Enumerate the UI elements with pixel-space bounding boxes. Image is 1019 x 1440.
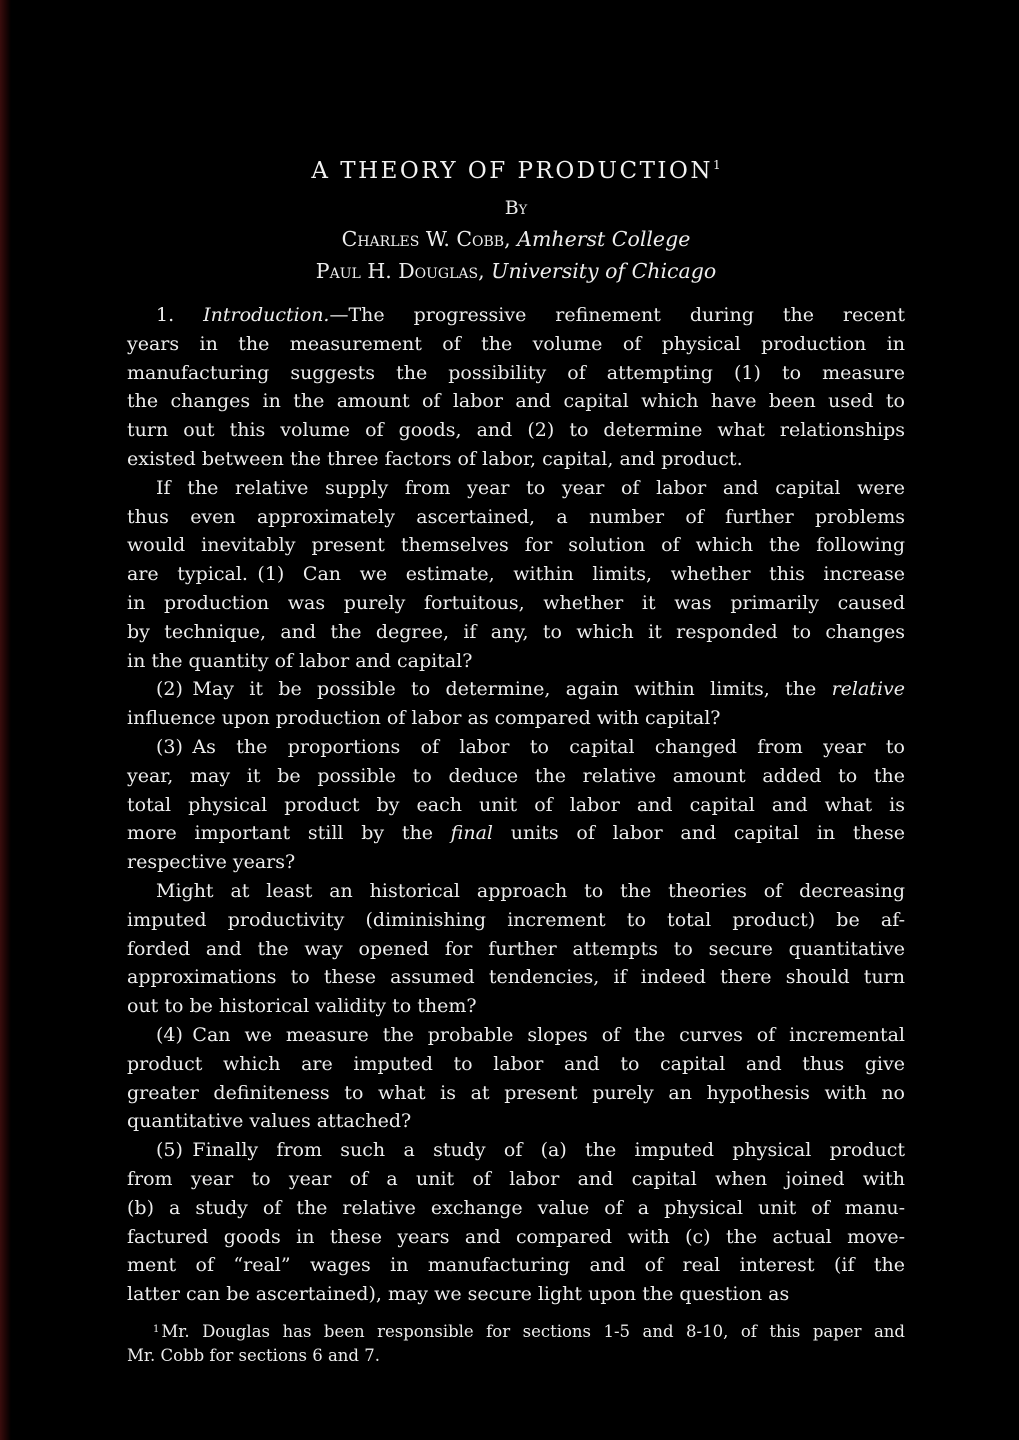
text-segment: (b) a study of the relative exchange value of a physical unit of manu- [127,1196,905,1219]
text-segment: greater definiteness to what is at present purely an hypothesis with no [127,1081,905,1104]
text-segment: manufacturing suggests the possibility of attempting (1) to measure [127,361,905,384]
footnote-line-text: Mr. Douglas has been responsible for sections 1-5 and 8-10, of this paper and [161,1321,905,1341]
author-affiliation: University of Chicago [491,259,717,283]
author-line [127,227,905,251]
text-line [127,1165,905,1194]
text-segment: would inevitably present themselves for solution of which the following [127,534,905,557]
text-line [127,935,905,964]
author-name: Paul H. Douglas, [315,259,485,283]
text-line [127,1223,905,1252]
text-segment: existed between the three factors of labor, capital, and product. [127,447,743,470]
text-line [127,1050,905,1079]
text-segment: thus even approximately ascertained, a number of further problems [127,505,905,528]
text-segment: units of labor and capital in these [493,822,905,845]
text-line [127,1107,905,1136]
text-line [127,791,905,820]
text-line [127,445,905,474]
text-segment: years in the measurement of the volume of physical production in [127,332,905,355]
text-segment: turn out this volume of goods, and (2) to determine what relationships [127,419,905,442]
text-line [127,877,905,906]
text-segment: (5) Finally from such a study of (a) the imputed physical product [156,1139,905,1162]
text-line [127,1079,905,1108]
text-segment: latter can be ascertained), may we secure light upon the question as [127,1283,790,1306]
text-segment: in the quantity of labor and capital? [127,649,473,672]
paragraph [127,733,905,877]
text-segment: by technique, and the degree, if any, to which it responded to changes [127,620,905,643]
text-line [127,416,905,445]
paragraph [127,1136,905,1309]
text-segment: If the relative supply from year to year of labor and capital were [156,476,905,499]
text-segment: from year to year of a unit of labor and capital when joined with [127,1167,905,1190]
text-line [127,531,905,560]
text-segment: ment of “real” wages in manufacturing and of real interest (if the [127,1254,905,1277]
paragraph [127,877,905,1021]
text-line [127,589,905,618]
page-content [127,0,905,1368]
author-line [127,259,905,283]
text-segment: approximations to these assumed tendencies, if indeed there should turn [127,966,905,989]
text-segment: in production was purely fortuitous, whether it was primarily caused [127,591,905,614]
text-line [127,1021,905,1050]
italic-text: relative [831,678,905,701]
paragraph [127,474,905,676]
text-segment: year, may it be possible to deduce the relative amount added to the [127,764,905,787]
text-line [127,1251,905,1280]
text-segment: product which are imputed to labor and to capital and thus give [127,1052,905,1075]
text-segment: total physical product by each unit of labor and capital and what is [127,793,905,816]
text-segment: —The progressive refinement during the recent [329,304,905,326]
text-line [127,1194,905,1223]
text-line [127,503,905,532]
text-segment: respective years? [127,851,296,874]
text-line [127,963,905,992]
author-name: Charles W. Cobb, [341,227,511,251]
paper-title-text: A THEORY OF PRODUCTION [311,158,714,184]
text-line [127,647,905,676]
author-affiliation: Amherst College [517,227,691,251]
text-line [127,618,905,647]
paragraph [127,301,905,474]
text-line [127,359,905,388]
text-line [127,474,905,503]
text-line [127,1280,905,1309]
footnote [127,1318,905,1368]
paragraph [127,675,905,733]
text-segment: more important still by the [127,822,451,845]
text-line [127,733,905,762]
text-segment: (2) May it be possible to determine, again within limits, the [156,678,832,701]
text-segment: out to be historical validity to them? [127,995,477,1018]
footnote-line [127,1318,905,1344]
text-segment: forded and the way opened for further attempts to secure quantitative [127,937,905,960]
text-line [127,704,905,733]
text-line [127,1136,905,1165]
title-footnote-marker: 1 [713,158,721,172]
text-segment: 1. [156,304,204,326]
text-segment: Might at least an historical approach to the theories of decreasing [156,879,905,902]
text-line [127,675,905,704]
text-segment: factured goods in these years and compared with (c) the actual move- [127,1225,905,1248]
text-line [127,330,905,359]
text-segment: the changes in the amount of labor and capital which have been used to [127,390,905,413]
text-segment: are typical. (1) Can we estimate, within limits, whether this increase [127,563,905,586]
paragraph [127,1021,905,1136]
paper-title [127,158,905,184]
italic-text: final [450,822,493,845]
text-segment: (3) As the proportions of labor to capital changed from year to [156,735,905,758]
text-line [127,301,905,330]
text-segment: quantitative values attached? [127,1110,412,1133]
italic-text: Introduction. [203,304,330,326]
text-line [127,762,905,791]
text-line [127,387,905,416]
text-segment: (4) Can we measure the probable slopes of the curves of incremental [156,1023,905,1046]
footnote-line: Mr. Cobb for sections 6 and 7. [127,1345,380,1365]
body-text [127,301,905,1309]
byline: By [504,197,528,219]
text-line [127,848,905,877]
text-line [127,992,905,1021]
text-line [127,560,905,589]
text-line [127,906,905,935]
text-line [127,819,905,848]
film-edge-stripe [0,0,11,1440]
text-segment: influence upon production of labor as compared with capital? [127,707,721,730]
footnote-marker: 1 [153,1323,160,1335]
text-segment: imputed productivity (diminishing increment to total product) be af- [127,908,905,931]
